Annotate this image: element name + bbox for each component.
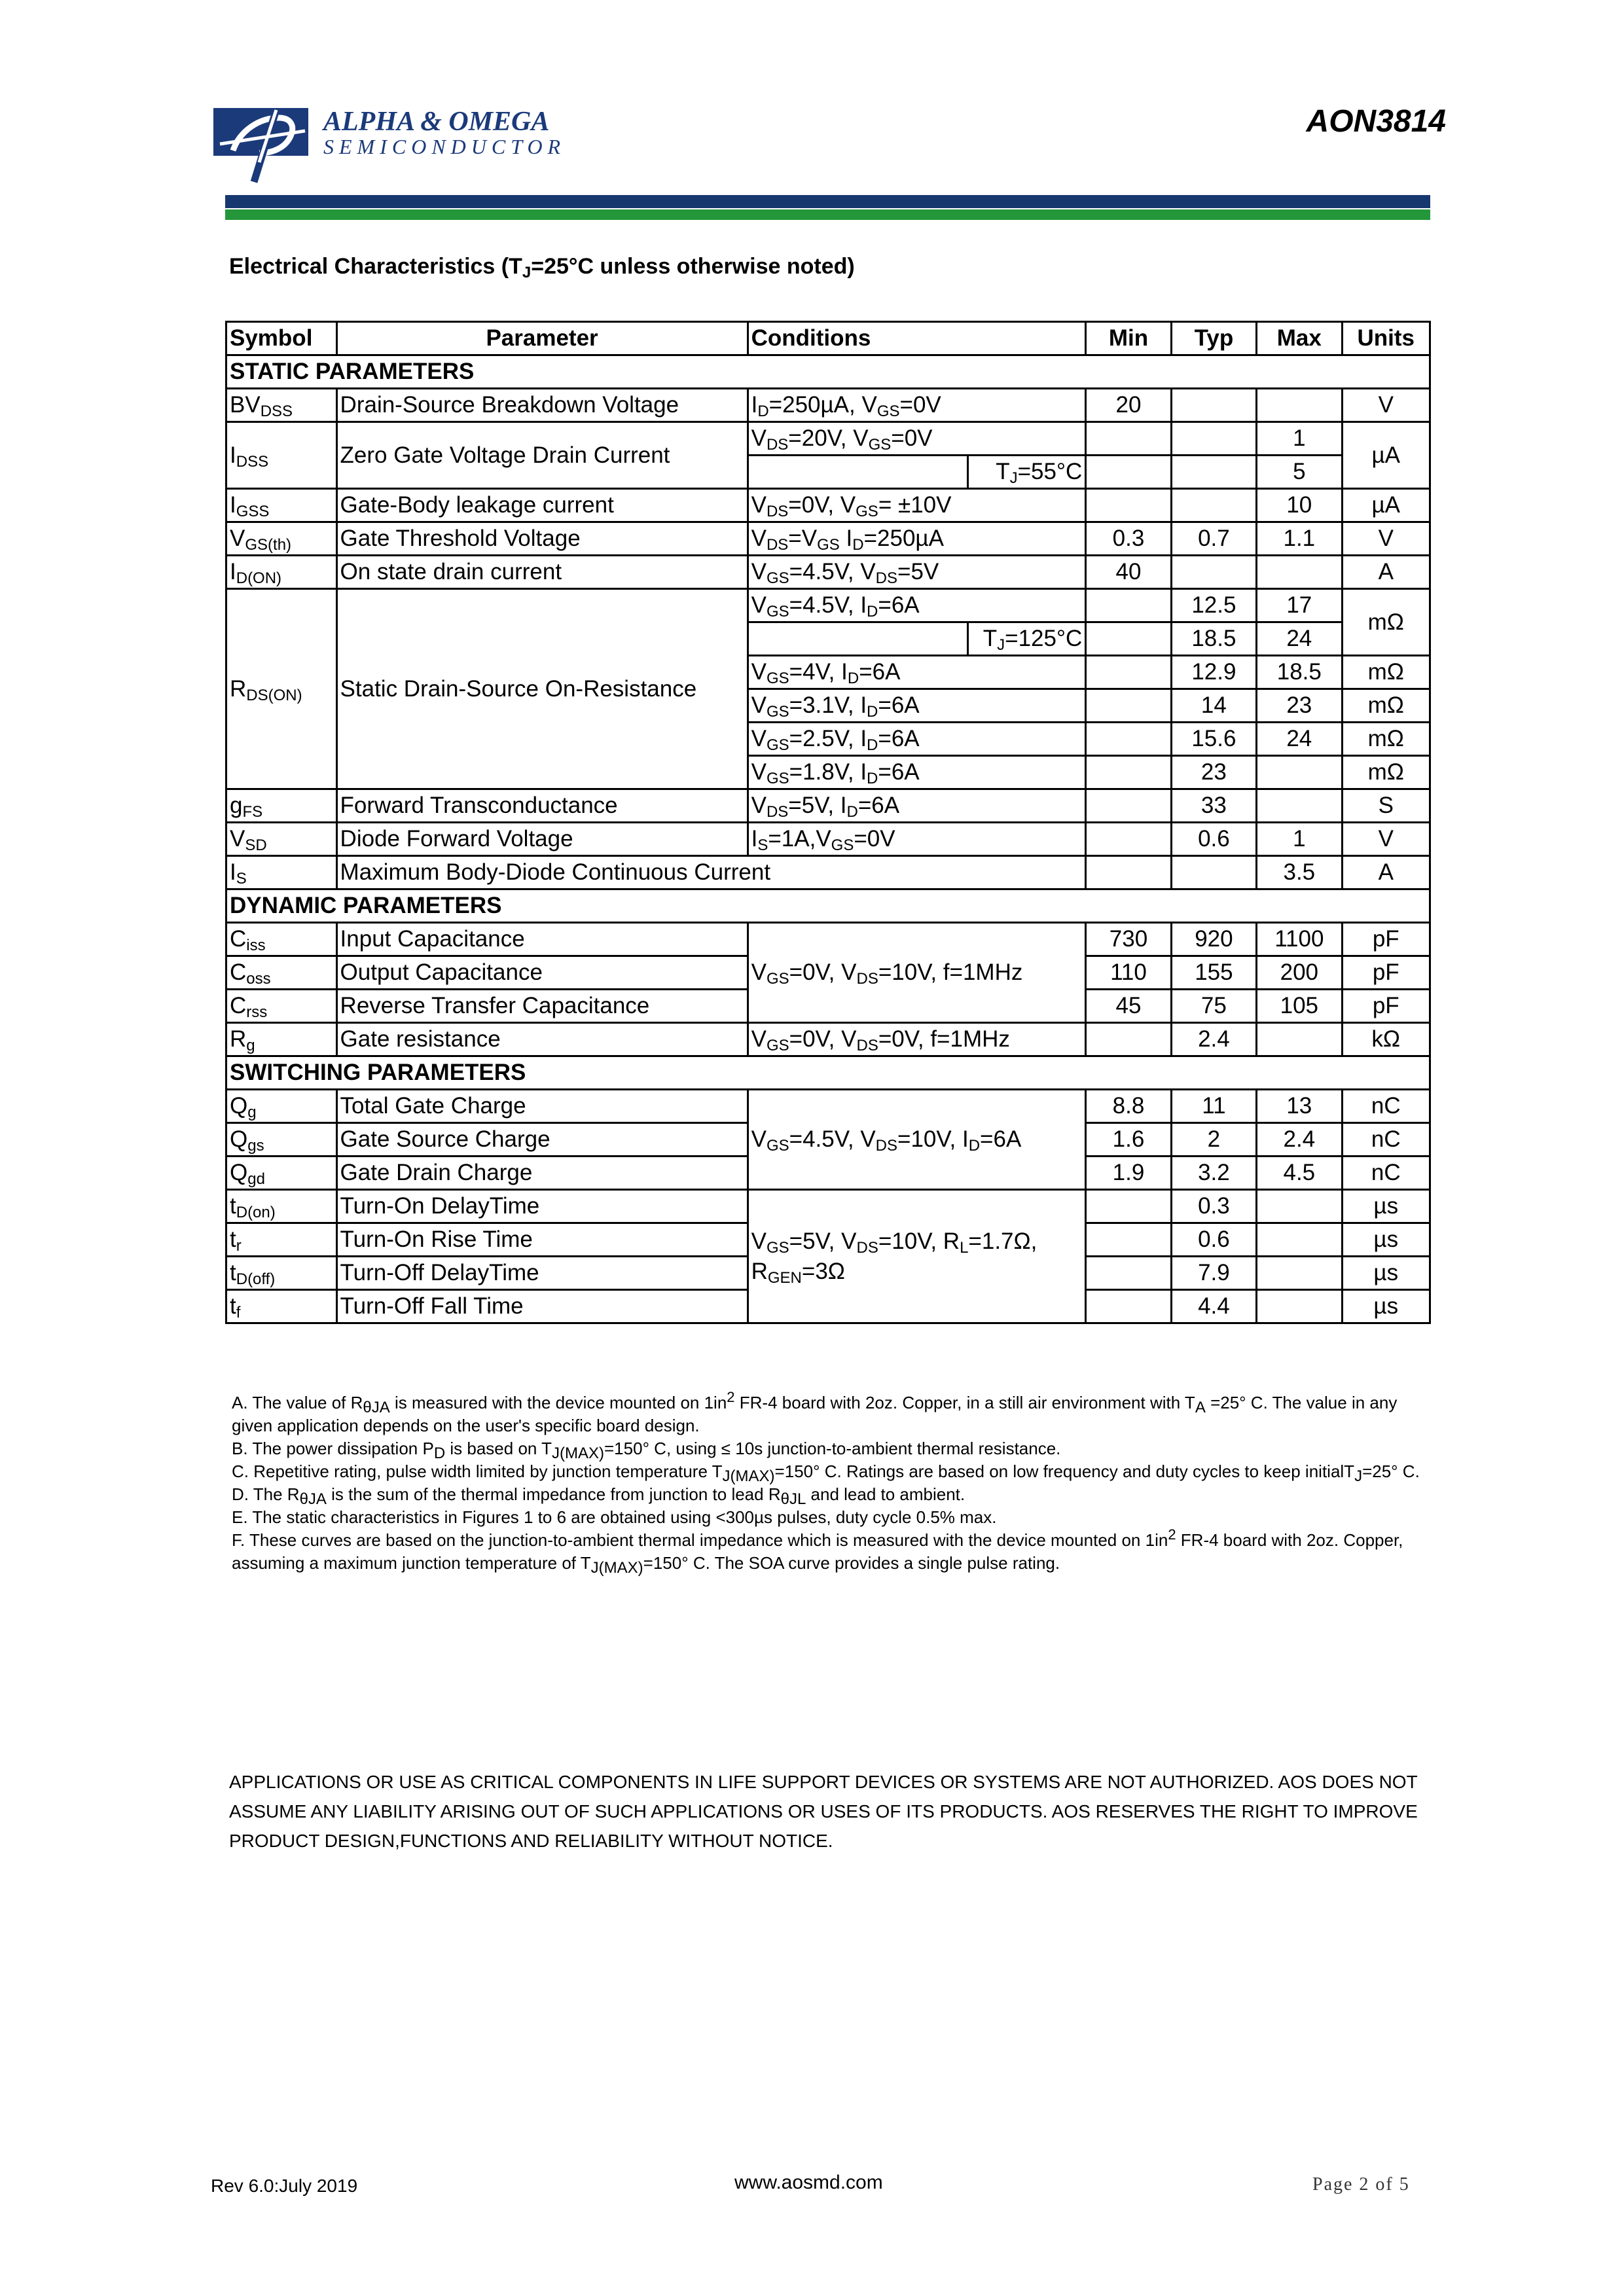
min-rdson-5	[1086, 723, 1171, 756]
note-d: D. The $R_{\theta JA}$ is the sum of the thermal impedance from junction to lead $R_{\theta JL}$ and lead to ambient.	[232, 1484, 965, 1508]
min-tf	[1086, 1290, 1171, 1323]
param-rdson: Static Drain-Source On-Resistance	[336, 589, 748, 789]
unit-rdson-1: mΩ	[1342, 589, 1430, 656]
symbol-idon: $I_{D(ON)}$	[226, 556, 337, 589]
unit-rdson-5: mΩ	[1342, 723, 1430, 756]
table-row	[226, 489, 1430, 522]
min-coss: 110	[1086, 956, 1171, 990]
cond-capacitance: $V_{GS}=0V$, $V_{DS}=10V$, f=1MHz	[748, 923, 1086, 1023]
symbol-qg: $Q_g$	[226, 1090, 337, 1123]
max-rdson-1: 17	[1257, 589, 1342, 622]
cond-rdson-1: $V_{GS}=4.5V$, $I_D=6A$	[748, 589, 1086, 622]
table-row	[226, 422, 1430, 456]
cond-rdson-2: $T_J=125^\circ C$	[967, 622, 1086, 656]
max-tdoff	[1257, 1257, 1342, 1290]
unit-vsd: V	[1342, 823, 1430, 856]
note-f: F. These curves are based on the junction-to-ambient thermal impedance which is measured with the device mounted on $1in^2$ FR-4 board with 2oz. Copper, assuming a maximum junction temperature of $T_{J(MAX)}=150^\circ$ C. The SOA curve provides a single pulse rating.	[232, 1526, 1403, 1577]
note-c: C. Repetitive rating, pulse width limited by junction temperature $T_{J(MAX)}=150^\circ$ C. Ratings are based on low frequency and duty cycles to keep initialT$_J$=25° C.	[232, 1462, 1420, 1485]
unit-bvdss: V	[1342, 389, 1430, 422]
unit-tr: µs	[1342, 1223, 1430, 1257]
min-rdson-6	[1086, 756, 1171, 789]
min-rdson-3	[1086, 656, 1171, 689]
typ-is	[1171, 856, 1256, 889]
typ-crss: 75	[1171, 990, 1256, 1023]
table-row	[226, 389, 1430, 422]
table-row	[226, 556, 1430, 589]
typ-tdoff: 7.9	[1171, 1257, 1256, 1290]
max-is: 3.5	[1257, 856, 1342, 889]
cond-switching: $V_{GS}=5V$, $V_{DS}=10V$, $R_L=1.7\Omega$, $R_{GEN}=3\Omega$	[748, 1190, 1086, 1323]
unit-is: A	[1342, 856, 1430, 889]
min-idss-2	[1086, 456, 1171, 489]
symbol-qgd: $Q_{gd}$	[226, 1157, 337, 1190]
unit-idon: A	[1342, 556, 1430, 589]
legal-disclaimer: APPLICATIONS OR USE AS CRITICAL COMPONENTS IN LIFE SUPPORT DEVICES OR SYSTEMS ARE NOT AUTHORIZED. AOS DOES NOT ASSUME ANY LIABILITY ARISING OUT OF SUCH APPLICATIONS OR USES OF ITS PRODUCTS. AOS RESERVES THE RIGHT TO IMPROVE PRODUCT DESIGN,FUNCTIONS AND RELIABILITY WITHOUT NOTICE.	[229, 1772, 1418, 1851]
unit-rdson-6: mΩ	[1342, 756, 1430, 789]
min-rdson-1	[1086, 589, 1171, 622]
typ-rdson-1: 12.5	[1171, 589, 1256, 622]
section-heading: Electrical Characteristics ($T_J=25^\circ C$ unless otherwise noted)	[229, 254, 855, 281]
symbol-vsd: $V_{SD}$	[226, 823, 337, 856]
cond-idss-2: $T_J=55^\circ C$	[967, 456, 1086, 489]
typ-igss	[1171, 489, 1256, 522]
min-rdson-4	[1086, 689, 1171, 723]
param-is: Maximum Body-Diode Continuous Current	[336, 856, 1086, 889]
max-tdon	[1257, 1190, 1342, 1223]
cond-idss-1: $V_{DS}=20V$, $V_{GS}=0V$	[748, 422, 1086, 456]
cond-idon: $V_{GS}=4.5V$, $V_{DS}=5V$	[748, 556, 1086, 589]
max-rdson-4: 23	[1257, 689, 1342, 723]
min-crss: 45	[1086, 990, 1171, 1023]
max-crss: 105	[1257, 990, 1342, 1023]
symbol-is: $I_S$	[226, 856, 337, 889]
unit-vgsth: V	[1342, 522, 1430, 556]
param-igss: Gate-Body leakage current	[336, 489, 748, 522]
section-switching: SWITCHING PARAMETERS	[226, 1056, 1430, 1090]
header-typ: Typ	[1171, 322, 1256, 355]
max-tf	[1257, 1290, 1342, 1323]
typ-tdon: 0.3	[1171, 1190, 1256, 1223]
min-igss	[1086, 489, 1171, 522]
max-rdson-6	[1257, 756, 1342, 789]
max-idss-1: 1	[1257, 422, 1342, 456]
max-rdson-5: 24	[1257, 723, 1342, 756]
unit-gfs: S	[1342, 789, 1430, 823]
unit-qgs: nC	[1342, 1123, 1430, 1157]
typ-idss	[1171, 422, 1256, 456]
symbol-tf: $t_f$	[226, 1290, 337, 1323]
typ-vsd: 0.6	[1171, 823, 1256, 856]
footer-website-link[interactable]: www.aosmd.com	[734, 2172, 883, 2193]
typ-gfs: 33	[1171, 789, 1256, 823]
min-is	[1086, 856, 1171, 889]
table-row	[226, 823, 1430, 856]
unit-tdon: µs	[1342, 1190, 1430, 1223]
header-band-blue	[225, 195, 1430, 208]
cond-rdson-blank	[748, 622, 967, 656]
typ-ciss: 920	[1171, 923, 1256, 956]
symbol-vgsth: $V_{GS(th)}$	[226, 522, 337, 556]
table-header-row	[226, 322, 1430, 355]
typ-rdson-4: 14	[1171, 689, 1256, 723]
param-idon: On state drain current	[336, 556, 748, 589]
max-idon	[1257, 556, 1342, 589]
symbol-bvdss: $BV_{DSS}$	[226, 389, 337, 422]
unit-rdson-3: mΩ	[1342, 656, 1430, 689]
max-igss: 10	[1257, 489, 1342, 522]
cond-gfs: $V_{DS}=5V$, $I_D=6A$	[748, 789, 1086, 823]
note-e: E. The static characteristics in Figures 1 to 6 are obtained using <300µs pulses, duty cycle 0.5% max.	[232, 1507, 997, 1527]
cond-rdson-4: $V_{GS}=3.1V$, $I_D=6A$	[748, 689, 1086, 723]
param-idss: Zero Gate Voltage Drain Current	[336, 422, 748, 489]
max-qgs: 2.4	[1257, 1123, 1342, 1157]
cond-rdson-6: $V_{GS}=1.8V$, $I_D=6A$	[748, 756, 1086, 789]
param-tf: Turn-Off Fall Time	[336, 1290, 748, 1323]
max-coss: 200	[1257, 956, 1342, 990]
max-qgd: 4.5	[1257, 1157, 1342, 1190]
header-min: Min	[1086, 322, 1171, 355]
typ-vgsth: 0.7	[1171, 522, 1256, 556]
symbol-ciss: $C_{iss}$	[226, 923, 337, 956]
unit-igss: µA	[1342, 489, 1430, 522]
unit-coss: pF	[1342, 956, 1430, 990]
min-bvdss: 20	[1086, 389, 1171, 422]
param-gfs: Forward Transconductance	[336, 789, 748, 823]
symbol-tr: $t_r$	[226, 1223, 337, 1257]
header-conditions: Conditions	[748, 322, 1086, 355]
typ-idon	[1171, 556, 1256, 589]
part-number: AON3814	[1306, 104, 1446, 139]
typ-tf: 4.4	[1171, 1290, 1256, 1323]
cond-rdson-5: $V_{GS}=2.5V$, $I_D=6A$	[748, 723, 1086, 756]
param-tr: Turn-On Rise Time	[336, 1223, 748, 1257]
param-tdoff: Turn-Off DelayTime	[336, 1257, 748, 1290]
unit-ciss: pF	[1342, 923, 1430, 956]
typ-rdson-2: 18.5	[1171, 622, 1256, 656]
max-ciss: 1100	[1257, 923, 1342, 956]
min-vsd	[1086, 823, 1171, 856]
param-bvdss: Drain-Source Breakdown Voltage	[336, 389, 748, 422]
header-parameter: Parameter	[336, 322, 748, 355]
symbol-tdoff: $t_{D(off)}$	[226, 1257, 337, 1290]
section-static: STATIC PARAMETERS	[226, 355, 1430, 389]
min-tdon	[1086, 1190, 1171, 1223]
typ-qgs: 2	[1171, 1123, 1256, 1157]
note-a: A. The value of $R_{\theta JA}$ is measured with the device mounted on $1in^2$ FR-4 board with 2oz. Copper, in a still air environment with $T_A =25^\circ$ C. The value in any given application depends on the user's specific board design.	[232, 1389, 1398, 1435]
cond-gate-charge: $V_{GS}=4.5V$, $V_{DS}=10V$, $I_D=6A$	[748, 1090, 1086, 1190]
max-rg	[1257, 1023, 1342, 1056]
min-rdson-2	[1086, 622, 1171, 656]
max-gfs	[1257, 789, 1342, 823]
footer-revision: Rev 6.0:July 2019	[211, 2176, 358, 2196]
footer-page-number: Page 2 of 5	[1312, 2174, 1410, 2195]
table-row	[226, 1090, 1430, 1123]
min-ciss: 730	[1086, 923, 1171, 956]
unit-crss: pF	[1342, 990, 1430, 1023]
unit-qgd: nC	[1342, 1157, 1430, 1190]
max-qg: 13	[1257, 1090, 1342, 1123]
param-tdon: Turn-On DelayTime	[336, 1190, 748, 1223]
symbol-rdson: $R_{DS(ON)}$	[226, 589, 337, 789]
unit-rg: kΩ	[1342, 1023, 1430, 1056]
param-ciss: Input Capacitance	[336, 923, 748, 956]
cond-idss-blank	[748, 456, 967, 489]
symbol-gfs: $g_{FS}$	[226, 789, 337, 823]
min-rg	[1086, 1023, 1171, 1056]
header-units: Units	[1342, 322, 1430, 355]
param-qg: Total Gate Charge	[336, 1090, 748, 1123]
symbol-qgs: $Q_{gs}$	[226, 1123, 337, 1157]
max-vgsth: 1.1	[1257, 522, 1342, 556]
unit-rdson-4: mΩ	[1342, 689, 1430, 723]
table-row	[226, 1023, 1430, 1056]
symbol-idss: $I_{DSS}$	[226, 422, 337, 489]
table-row	[226, 923, 1430, 956]
min-idss	[1086, 422, 1171, 456]
symbol-igss: $I_{GSS}$	[226, 489, 337, 522]
max-vsd: 1	[1257, 823, 1342, 856]
param-rg: Gate resistance	[336, 1023, 748, 1056]
unit-tf: µs	[1342, 1290, 1430, 1323]
param-vsd: Diode Forward Voltage	[336, 823, 748, 856]
alpha-omega-logo-icon	[213, 105, 318, 183]
min-tdoff	[1086, 1257, 1171, 1290]
symbol-tdon: $t_{D(on)}$	[226, 1190, 337, 1223]
param-vgsth: Gate Threshold Voltage	[336, 522, 748, 556]
company-subtitle: SEMICONDUCTOR	[323, 135, 566, 158]
cond-igss: $V_{DS}=0V$, $V_{GS}= \pm 10V$	[748, 489, 1086, 522]
table-row	[226, 856, 1430, 889]
typ-tr: 0.6	[1171, 1223, 1256, 1257]
table-row	[226, 522, 1430, 556]
param-qgd: Gate Drain Charge	[336, 1157, 748, 1190]
typ-rdson-6: 23	[1171, 756, 1256, 789]
footnotes	[232, 1391, 1430, 1575]
cond-rdson-3: $V_{GS}=4V$, $I_D=6A$	[748, 656, 1086, 689]
max-tr	[1257, 1223, 1342, 1257]
min-gfs	[1086, 789, 1171, 823]
cond-vsd: $I_S=1A,V_{GS}=0V$	[748, 823, 1086, 856]
company-name: ALPHA & OMEGA	[323, 107, 550, 137]
symbol-rg: $R_g$	[226, 1023, 337, 1056]
min-vgsth: 0.3	[1086, 522, 1171, 556]
unit-tdoff: µs	[1342, 1257, 1430, 1290]
symbol-coss: $C_{oss}$	[226, 956, 337, 990]
typ-coss: 155	[1171, 956, 1256, 990]
section-row-static	[226, 355, 1430, 389]
symbol-crss: $C_{rss}$	[226, 990, 337, 1023]
cond-vgsth: $V_{DS}=V_{GS}$ $I_D=250\mu A$	[748, 522, 1086, 556]
param-crss: Reverse Transfer Capacitance	[336, 990, 748, 1023]
max-idss-2: 5	[1257, 456, 1342, 489]
min-qgd: 1.9	[1086, 1157, 1171, 1190]
typ-rdson-5: 15.6	[1171, 723, 1256, 756]
min-idon: 40	[1086, 556, 1171, 589]
cond-bvdss: $I_D=250\mu A$, $V_{GS}=0V$	[748, 389, 1086, 422]
min-qgs: 1.6	[1086, 1123, 1171, 1157]
section-row-dynamic	[226, 889, 1430, 923]
note-b: B. The power dissipation $P_D$ is based on $T_{J(MAX)}=150^\circ$ C, using ≤ 10s junction-to-ambient thermal resistance.	[232, 1439, 1061, 1462]
header-symbol: Symbol	[226, 322, 337, 355]
electrical-characteristics-table	[225, 321, 1431, 1324]
typ-qgd: 3.2	[1171, 1157, 1256, 1190]
section-dynamic: DYNAMIC PARAMETERS	[226, 889, 1430, 923]
header-max: Max	[1257, 322, 1342, 355]
unit-qg: nC	[1342, 1090, 1430, 1123]
max-rdson-2: 24	[1257, 622, 1342, 656]
unit-idss: µA	[1342, 422, 1430, 489]
min-qg: 8.8	[1086, 1090, 1171, 1123]
table-row	[226, 1190, 1430, 1223]
table-row	[226, 589, 1430, 622]
typ-idss-2	[1171, 456, 1256, 489]
typ-bvdss	[1171, 389, 1256, 422]
typ-qg: 11	[1171, 1090, 1256, 1123]
typ-rg: 2.4	[1171, 1023, 1256, 1056]
company-logo	[213, 105, 600, 183]
max-bvdss	[1257, 389, 1342, 422]
cond-rg: $V_{GS}=0V$, $V_{DS}=0V$, f=1MHz	[748, 1023, 1086, 1056]
header-band-green	[225, 209, 1430, 220]
max-rdson-3: 18.5	[1257, 656, 1342, 689]
typ-rdson-3: 12.9	[1171, 656, 1256, 689]
section-row-switching	[226, 1056, 1430, 1090]
param-qgs: Gate Source Charge	[336, 1123, 748, 1157]
param-coss: Output Capacitance	[336, 956, 748, 990]
table-row	[226, 789, 1430, 823]
min-tr	[1086, 1223, 1171, 1257]
